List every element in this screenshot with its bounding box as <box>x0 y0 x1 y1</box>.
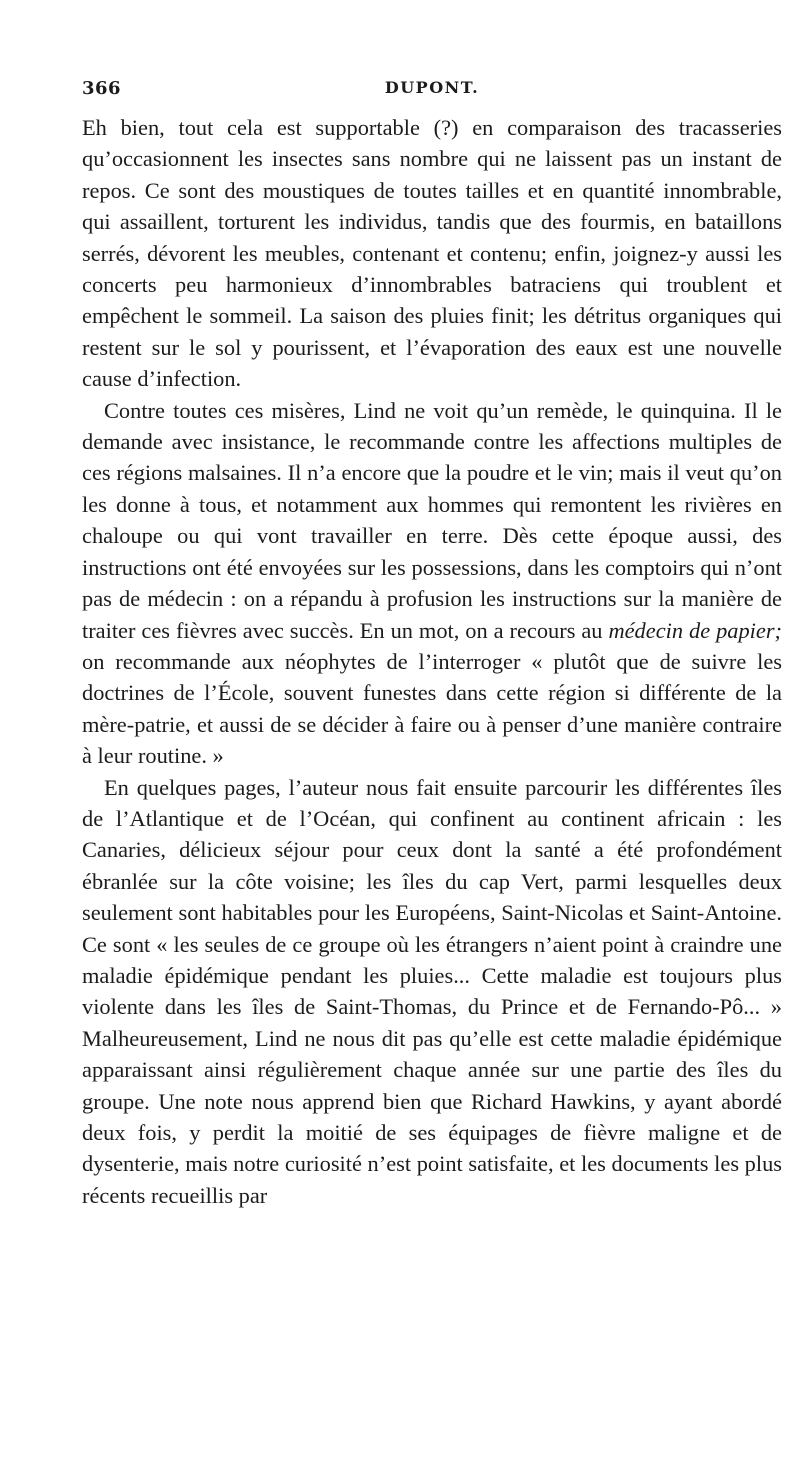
paragraph-3-text: En quelques pages, l’auteur nous fait ensuite parcourir les différentes îles de l’Atlantique et de l’Océan, qui confinent au continent africain : les Canaries, délicieux séjour pour ceux dont la santé a été profondément ébranlée sur la côte voisine; les îles du cap Vert, parmi lesquelles deux seulement sont habitables pour les Européens, Saint-Nicolas et Saint-Antoine. Ce sont « les seules de ce groupe où les étrangers n’aient point à craindre une maladie épidémique pendant les pluies... Cette maladie est toujours plus violente dans les îles de Saint-Thomas, du Prince et de Fernando-Pô... » Malheureusement, Lind ne nous dit pas qu’elle est cette maladie épidémique apparaissant ainsi régulièrement chaque année sur une partie des îles du groupe. Une note nous apprend bien que Richard Hawkins, y ayant abordé deux fois, y perdit la moitié de ses équipages de fièvre maligne et de dysenterie, mais notre curiosité n’est point satisfaite, et les documents les plus récents recueillis par <box>82 774 782 1208</box>
paragraph-3 <box>82 772 782 1212</box>
paragraph-2-text-b: on recommande aux néophytes de l’interroger « plutôt que de suivre les doctrines de l’École, souvent funestes dans cette région si différente de la mère-patrie, et aussi de se décider à faire ou à penser d’une manière contraire à leur routine. » <box>82 648 782 769</box>
running-title: DUPONT. <box>384 78 480 97</box>
paragraph-1 <box>82 112 782 395</box>
paragraph-2 <box>82 395 782 772</box>
paragraph-2-text-a: Contre toutes ces misères, Lind ne voit qu’un remède, le quinquina. Il le demande avec insistance, le recommande contre les affections multiples de ces régions malsaines. Il n’a encore que la poudre et le vin; mais il veut qu’on les donne à tous, et notamment aux hommes qui remontent les rivières en chaloupe ou qui vont travailler en terre. Dès cette époque aussi, des instructions ont été envoyées sur les possessions, dans les comptoirs qui n’ont pas de médecin : on a répandu à profusion les instructions sur la manière de traiter ces fièvres avec succès. En un mot, on a recours au <box>82 397 782 643</box>
body-text <box>82 112 782 1211</box>
paragraph-1-text: Eh bien, tout cela est supportable (?) en comparaison des tracasseries qu’occasionnent les insectes sans nombre qui ne laissent pas un instant de repos. Ce sont des moustiques de toutes tailles et en quantité innombrable, qui assaillent, torturent les individus, tandis que des fourmis, en bataillons serrés, dévorent les meubles, contenant et contenu; enfin, joignez-y aussi les concerts peu harmonieux d’innombrables batraciens qui troublent et empêchent le sommeil. La saison des pluies finit; les détritus organiques qui restent sur le sol y pourissent, et l’évaporation des eaux est une nouvelle cause d’infection. <box>82 115 782 392</box>
italic-phrase: médecin de papier; <box>608 617 782 643</box>
running-head <box>82 78 782 102</box>
page-number: 366 <box>82 78 122 99</box>
